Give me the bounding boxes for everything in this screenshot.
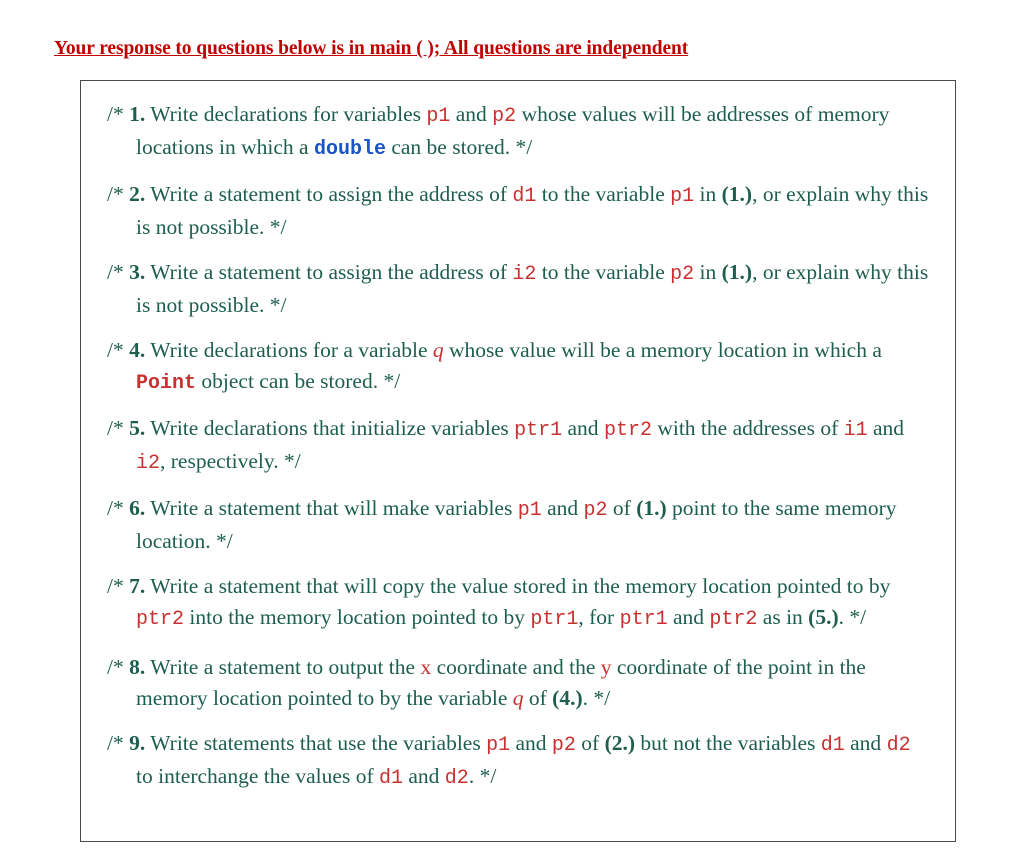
question-5: /* 5. Write declarations that initialize variables ptr1 and ptr2 with the addresses of i1 and i2, respectively. */ bbox=[107, 416, 905, 475]
question-2: /* 2. Write a statement to assign the address of d1 to the variable p1 in (1.), or explain why this is not possible. */ bbox=[107, 182, 929, 239]
question-6: /* 6. Write a statement that will make variables p1 and p2 of (1.) point to the same memory location. */ bbox=[107, 496, 897, 553]
question-3: /* 3. Write a statement to assign the address of i2 to the variable p2 in (1.), or explain why this is not possible. */ bbox=[107, 260, 929, 317]
question-4: /* 4. Write declarations for a variable q whose value will be a memory location in which a Point object can be stored. */ bbox=[107, 338, 882, 395]
question-8: /* 8. Write a statement to output the x coordinate and the y coordinate of the point in the memory location pointed to by the variable q of (4.). */ bbox=[107, 655, 866, 710]
questions-box bbox=[80, 80, 956, 842]
page-heading: Your response to questions below is in main ( ); All questions are independent bbox=[54, 38, 689, 59]
question-7: /* 7. Write a statement that will copy the value stored in the memory location pointed to by ptr2 into the memory location pointed to by ptr1, for ptr1 and ptr2 as in (5.). */ bbox=[107, 574, 891, 631]
question-9: /* 9. Write statements that use the variables p1 and p2 of (2.) but not the variables d1 and d2 to interchange the values of d1 and d2. */ bbox=[107, 731, 911, 790]
question-1: /* 1. Write declarations for variables p1 and p2 whose values will be addresses of memory locations in which a double can be stored. */ bbox=[107, 102, 890, 161]
